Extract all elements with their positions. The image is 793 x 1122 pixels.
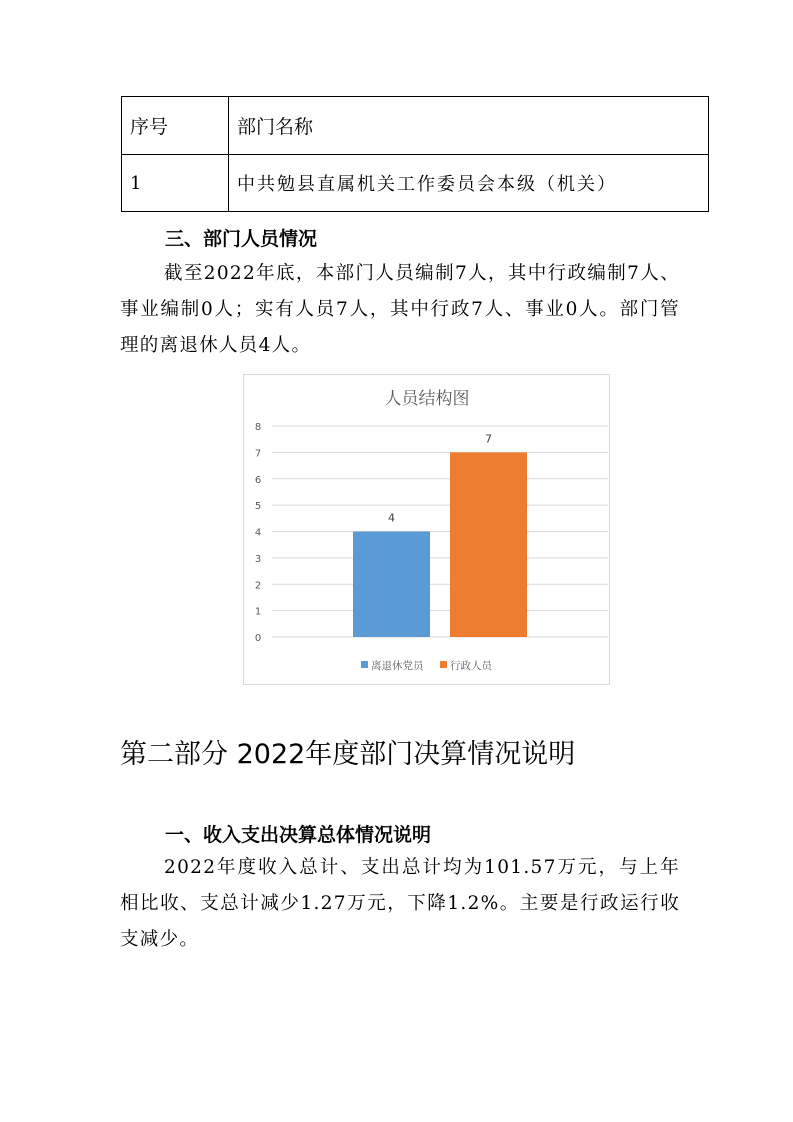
y-tick-label: 3 xyxy=(254,553,262,565)
chart-legend xyxy=(361,659,493,672)
legend-label: 离退休党员 xyxy=(371,660,424,672)
section-heading-income: 一、收入支出决算总体情况说明 xyxy=(165,824,432,846)
chart-y-axis xyxy=(255,422,261,644)
legend-swatch xyxy=(361,661,368,668)
y-tick-label: 5 xyxy=(254,501,262,513)
table-row xyxy=(122,155,709,212)
cell-dept-name: 中共勉县直属机关工作委员会本级（机关） xyxy=(229,155,709,212)
y-tick-label: 0 xyxy=(254,633,262,644)
department-table xyxy=(121,96,709,212)
legend-label: 行政人员 xyxy=(450,660,492,672)
personnel-chart xyxy=(243,374,610,685)
y-tick-label: 6 xyxy=(254,474,262,486)
personnel-paragraph: 截至2022年底，本部门人员编制7人，其中行政编制7人、事业编制0人；实有人员7人，其中行政7人、事业0人。部门管理的离退休人员4人。 xyxy=(120,263,680,356)
cell-index: 1 xyxy=(122,155,229,212)
chart-title: 人员结构图 xyxy=(384,389,470,409)
y-tick-label: 8 xyxy=(254,422,262,433)
chart-bars xyxy=(353,432,527,637)
part-two-title: 第二部分 2022年度部门决算情况说明 xyxy=(120,739,576,770)
data-label: 4 xyxy=(388,511,395,525)
income-paragraph: 2022年度收入总计、支出总计均为101.57万元，与上年相比收、支总计减少1.27万元，下降1.2%。主要是行政运行收支减少。 xyxy=(120,857,680,950)
chart-svg xyxy=(244,375,611,686)
y-tick-label: 1 xyxy=(254,606,262,618)
y-tick-label: 7 xyxy=(254,448,262,460)
legend-swatch xyxy=(440,661,447,668)
chart-gridlines xyxy=(272,426,608,637)
header-index: 序号 xyxy=(122,97,229,155)
y-tick-label: 2 xyxy=(254,580,262,592)
header-dept-name: 部门名称 xyxy=(229,97,709,155)
data-label: 7 xyxy=(485,432,492,446)
bar-1 xyxy=(353,532,430,638)
section-heading-personnel: 三、部门人员情况 xyxy=(165,228,318,250)
bar-2 xyxy=(450,452,527,637)
y-tick-label: 4 xyxy=(254,527,262,539)
table-header-row xyxy=(122,97,709,155)
